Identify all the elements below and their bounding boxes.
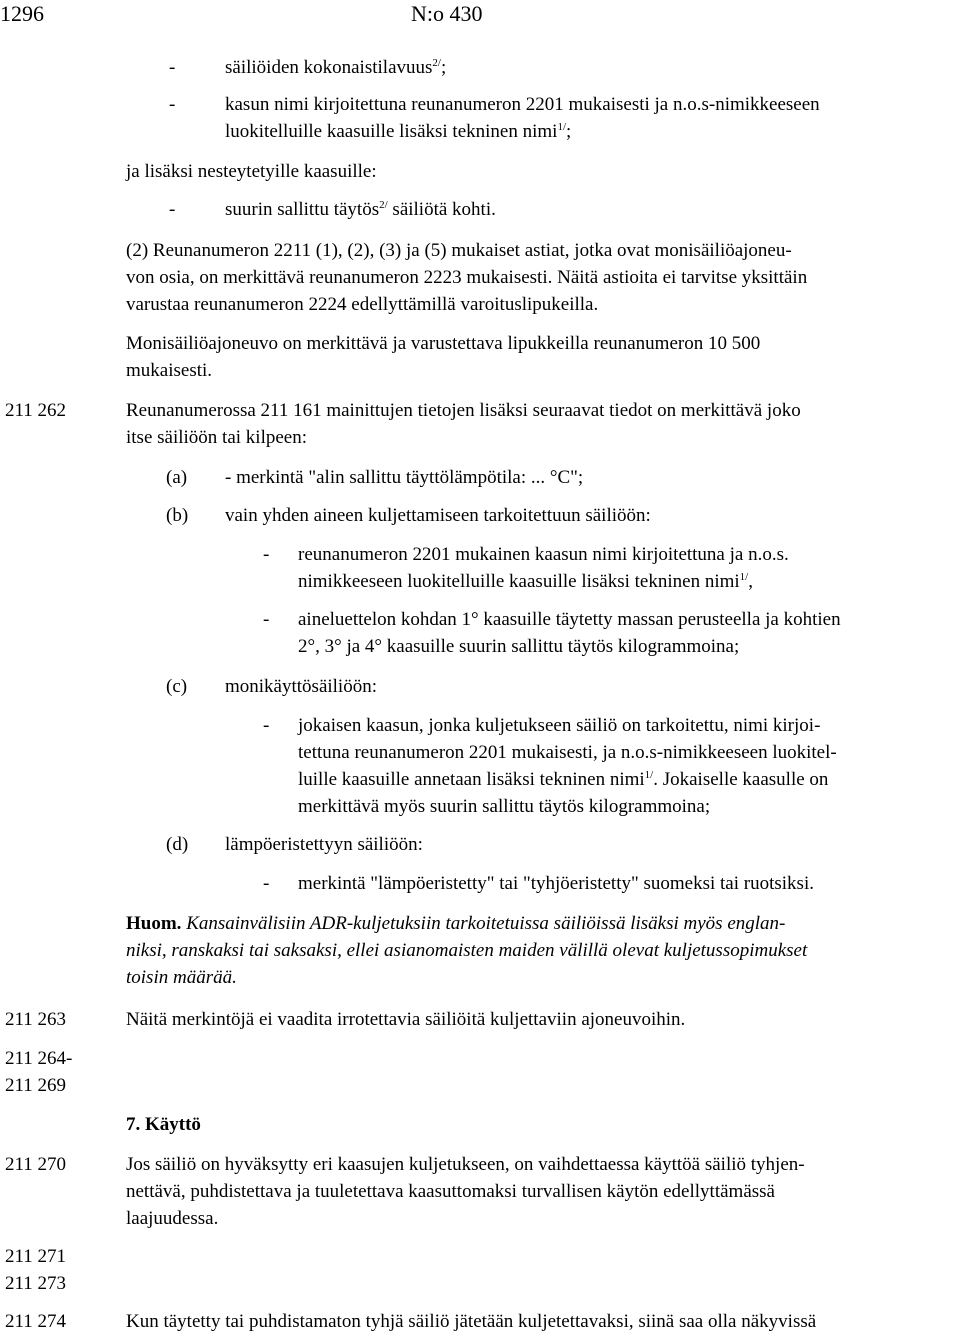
section-211270-line1: Jos säiliö on hyväksytty eri kaasujen kuljetukseen, on vaihdettaessa käyttöä säiliö tyhjen- (126, 1154, 805, 1175)
section-211262-line1: Reunanumerossa 211 161 mainittujen tietojen lisäksi seuraavat tiedot on merkittävä joko (126, 400, 801, 421)
issue-number: N:o 430 (411, 1, 483, 26)
paragraph-2-line1: (2) Reunanumeron 2211 (1), (2), (3) ja (5) mukaiset astiat, jotka ovat monisäiliöajoneu- (126, 240, 792, 261)
item-c1-line3: luille kaasuille annetaan lisäksi tekninen nimi$^{1/}$. Jokaiselle kaasulle on (298, 769, 829, 790)
item-label-a: (a) (166, 467, 188, 488)
item-label-d: (d) (166, 834, 189, 855)
heading-usage: 7. Käyttö (126, 1114, 201, 1135)
item-b2-line1: aineluettelon kohdan 1° kaasuille täytetty massan perusteella ja kohtien (298, 609, 841, 630)
item-label-b: (b) (166, 505, 189, 526)
item-label-c: (c) (166, 676, 188, 697)
section-211270-line3: laajuudessa. (126, 1208, 219, 1229)
note-line2: niksi, ranskaksi tai saksaksi, ellei asianomaisten maiden välillä olevat kuljetussopimukset (126, 940, 808, 961)
section-number: 211 270 (5, 1154, 67, 1175)
section-211270-line2: nettävä, puhdistettava ja tuuletettava kaasuttomaksi turvallisen käytön edellyttämässä (126, 1181, 775, 1202)
list-dash: - (263, 873, 270, 894)
liquefied-gases-intro: ja lisäksi nesteytetyille kaasuille: (126, 161, 377, 182)
section-range-end: 211 269 (5, 1075, 67, 1096)
note-label: Huom. (126, 913, 182, 934)
section-number: 211 274 (5, 1311, 67, 1332)
item-c1-line4: merkittävä myös suurin sallittu täytös kilogrammoina; (298, 796, 711, 817)
note-line3: toisin määrää. (126, 967, 237, 988)
item-b2-line2: 2°, 3° ja 4° kaasuille suurin sallittu täytös kilogrammoina; (298, 636, 740, 657)
section-211274-line1: Kun täytetty tai puhdistamaton tyhjä säiliö jätetään kuljetettavaksi, siinä saa olla näkyvissä (126, 1311, 817, 1332)
list-item-gas-name-line2: luokitelluille kaasuille lisäksi tekninen nimi$^{1/}$; (225, 121, 572, 142)
section-211263-text: Näitä merkintöjä ei vaadita irrotettavia säiliöitä kuljettaviin ajoneuvoihin. (126, 1009, 686, 1030)
page-number: 1296 (0, 1, 44, 26)
list-dash: - (169, 94, 176, 115)
note-line1: Huom. Kansainvälisiin ADR-kuljetuksiin tarkoitetuissa säiliöissä lisäksi myös englan- (126, 913, 786, 934)
section-range-start: 211 264- (5, 1048, 73, 1069)
item-a-text: - merkintä "alin sallittu täyttölämpötila: ... °C"; (225, 467, 584, 488)
item-b-text: vain yhden aineen kuljettamiseen tarkoitettuun säiliöön: (225, 505, 651, 526)
section-range-end: 211 273 (5, 1273, 67, 1294)
paragraph-2-line3: varustaa reunanumeron 2224 edellyttämillä varoituslipukeilla. (126, 294, 599, 315)
section-211262-line2: itse säiliöön tai kilpeen: (126, 427, 307, 448)
item-b1-line1: reunanumeron 2201 mukainen kaasun nimi kirjoitettuna ja n.o.s. (298, 544, 789, 565)
list-dash: - (169, 57, 176, 78)
paragraph-3-line2: mukaisesti. (126, 360, 213, 381)
section-range-start: 211 271 (5, 1246, 67, 1267)
list-dash: - (263, 544, 270, 565)
list-dash: - (263, 715, 270, 736)
section-number: 211 263 (5, 1009, 67, 1030)
item-d-text: lämpöeristettyyn säiliöön: (225, 834, 423, 855)
list-dash: - (169, 199, 176, 220)
list-dash: - (263, 609, 270, 630)
paragraph-2-line2: von osia, on merkittävä reunanumeron 2223 mukaisesti. Näitä astioita ei tarvitse yksittäin (126, 267, 808, 288)
item-b1-line2: nimikkeeseen luokitelluille kaasuille lisäksi tekninen nimi$^{1/}$, (298, 571, 753, 592)
item-d1-text: merkintä "lämpöeristetty" tai "tyhjöeristetty" suomeksi tai ruotsiksi. (298, 873, 814, 894)
list-item-max-filling: suurin sallittu täytös$^{2/}$ säiliötä kohti. (225, 199, 496, 220)
paragraph-3-line1: Monisäiliöajoneuvo on merkittävä ja varustettava lipukkeilla reunanumeron 10 500 (126, 333, 761, 354)
list-item-total-volume: säiliöiden kokonaistilavuus$^{2/}$; (225, 57, 447, 78)
item-c1-line1: jokaisen kaasun, jonka kuljetukseen säiliö on tarkoitettu, nimi kirjoi- (298, 715, 821, 736)
list-item-gas-name-line1: kasun nimi kirjoitettuna reunanumeron 2201 mukaisesti ja n.o.s-nimikkeeseen (225, 94, 820, 115)
item-c1-line2: tettuna reunanumeron 2201 mukaisesti, ja n.o.s-nimikkeeseen luokitel- (298, 742, 837, 763)
section-number: 211 262 (5, 400, 67, 421)
item-c-text: monikäyttösäiliöön: (225, 676, 377, 697)
